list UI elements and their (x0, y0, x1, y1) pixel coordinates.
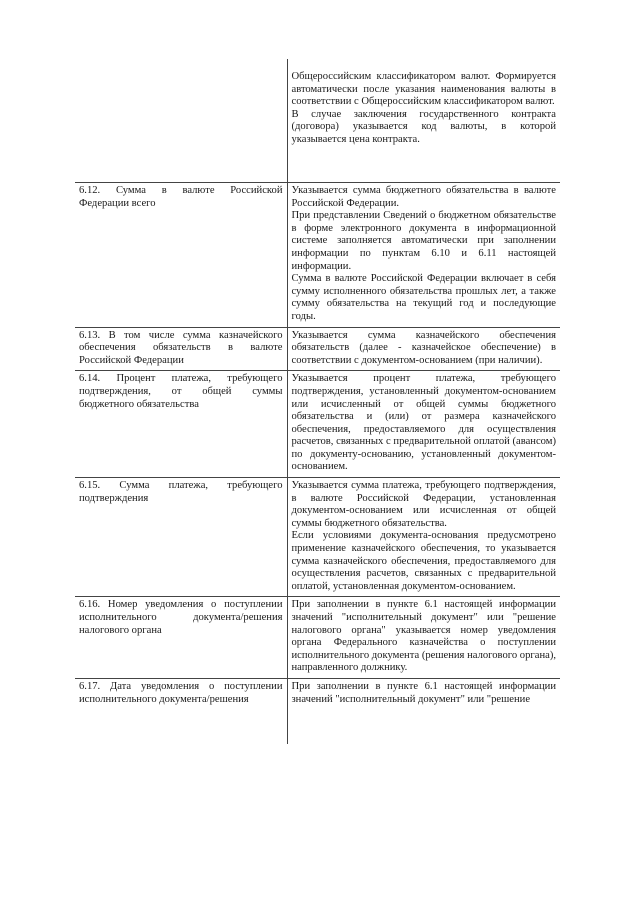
row-label: 6.16. Номер уведомления о поступлении исполнительного документа/решения налогового органа (79, 599, 283, 636)
row-label-cell (75, 597, 287, 679)
row-description-cell (287, 183, 560, 328)
row-label-cell (75, 678, 287, 744)
description-paragraph: Указывается сумма казначейского обеспечения обязательств (далее - казначейское обеспечение) в соответствии с документом-основанием (при наличии). (291, 329, 556, 366)
table-row (75, 183, 560, 328)
description-paragraph: Указывается процент платежа, требующего подтверждения, установленный документом-основанием или исчисленный от общей суммы бюджетного обязательства и (или) от размера казначейского обеспечения, предоставляемого для осуществления расчетов, связанных с предварительной оплатой (авансом) по документу-основанию, установленный документом-основанием. (291, 373, 556, 473)
description-paragraph: Указывается сумма платежа, требующего подтверждения, в валюте Российской Федерации, установленная документом-основанием или исчисленная от общей суммы бюджетного обязательства. (291, 480, 556, 529)
description-paragraph: Если условиями документа-основания предусмотрено применение казначейского обеспечения, то указывается сумма казначейского обеспечения, предоставляемого для осуществления расчетов, связанных с предварительной оплатой, установленная документом-основанием. (291, 530, 556, 592)
description-paragraph: Сумма в валюте Российской Федерации включает в себя сумму исполненного обязательства прошлых лет, а также сумму обязательства на текущий год и последующие годы. (291, 273, 556, 322)
row-label: 6.15. Сумма платежа, требующего подтверждения (79, 480, 283, 504)
row-label-cell (75, 59, 287, 183)
description-paragraph: Общероссийским классификатором валют. Формируется автоматически после указания наименования валюты в соответствии с Общероссийским классификатором валют. (291, 71, 556, 108)
document-table (75, 59, 560, 744)
row-label: 6.13. В том числе сумма казначейского обеспечения обязательств в валюте Российской Федерации (79, 329, 283, 366)
description-paragraph: При заполнении в пункте 6.1 настоящей информации значений "исполнительный документ" или "решение налогового органа" указывается номер уведомления органа Федерального казначейства о поступлении исполнительного документа (решения налогового органа), направленного должнику. (291, 599, 556, 674)
description-paragraph: В случае заключения государственного контракта (договора) указывается код валюты, в которой указывается цена контракта. (291, 108, 556, 145)
row-description-cell (287, 59, 560, 183)
description-paragraph: Указывается сумма бюджетного обязательства в валюте Российской Федерации. (291, 185, 556, 209)
table-row (75, 327, 560, 371)
description-paragraph: При представлении Сведений о бюджетном обязательстве в форме электронного документа в информационной системе заполняется автоматически при заполнении информации по пунктам 6.10 и 6.11 настоящей информации. (291, 210, 556, 272)
table-row (75, 597, 560, 679)
description-paragraph: При заполнении в пункте 6.1 настоящей информации значений "исполнительный документ" или "решение (291, 680, 556, 705)
table-row (75, 678, 560, 744)
row-description-cell (287, 597, 560, 679)
row-label-cell (75, 371, 287, 478)
row-description-cell (287, 678, 560, 744)
table-row (75, 59, 560, 183)
row-label: 6.12. Сумма в валюте Российской Федерации всего (79, 185, 283, 209)
row-label: 6.17. Дата уведомления о поступлении исполнительного документа/решения (79, 680, 283, 705)
table-row (75, 371, 560, 478)
row-label: 6.14. Процент платежа, требующего подтверждения, от общей суммы бюджетного обязательства (79, 373, 283, 410)
table-row (75, 478, 560, 597)
row-description-cell (287, 371, 560, 478)
row-label-cell (75, 183, 287, 328)
row-label-cell (75, 478, 287, 597)
row-description-cell (287, 478, 560, 597)
row-description-cell (287, 327, 560, 371)
row-label-cell (75, 327, 287, 371)
